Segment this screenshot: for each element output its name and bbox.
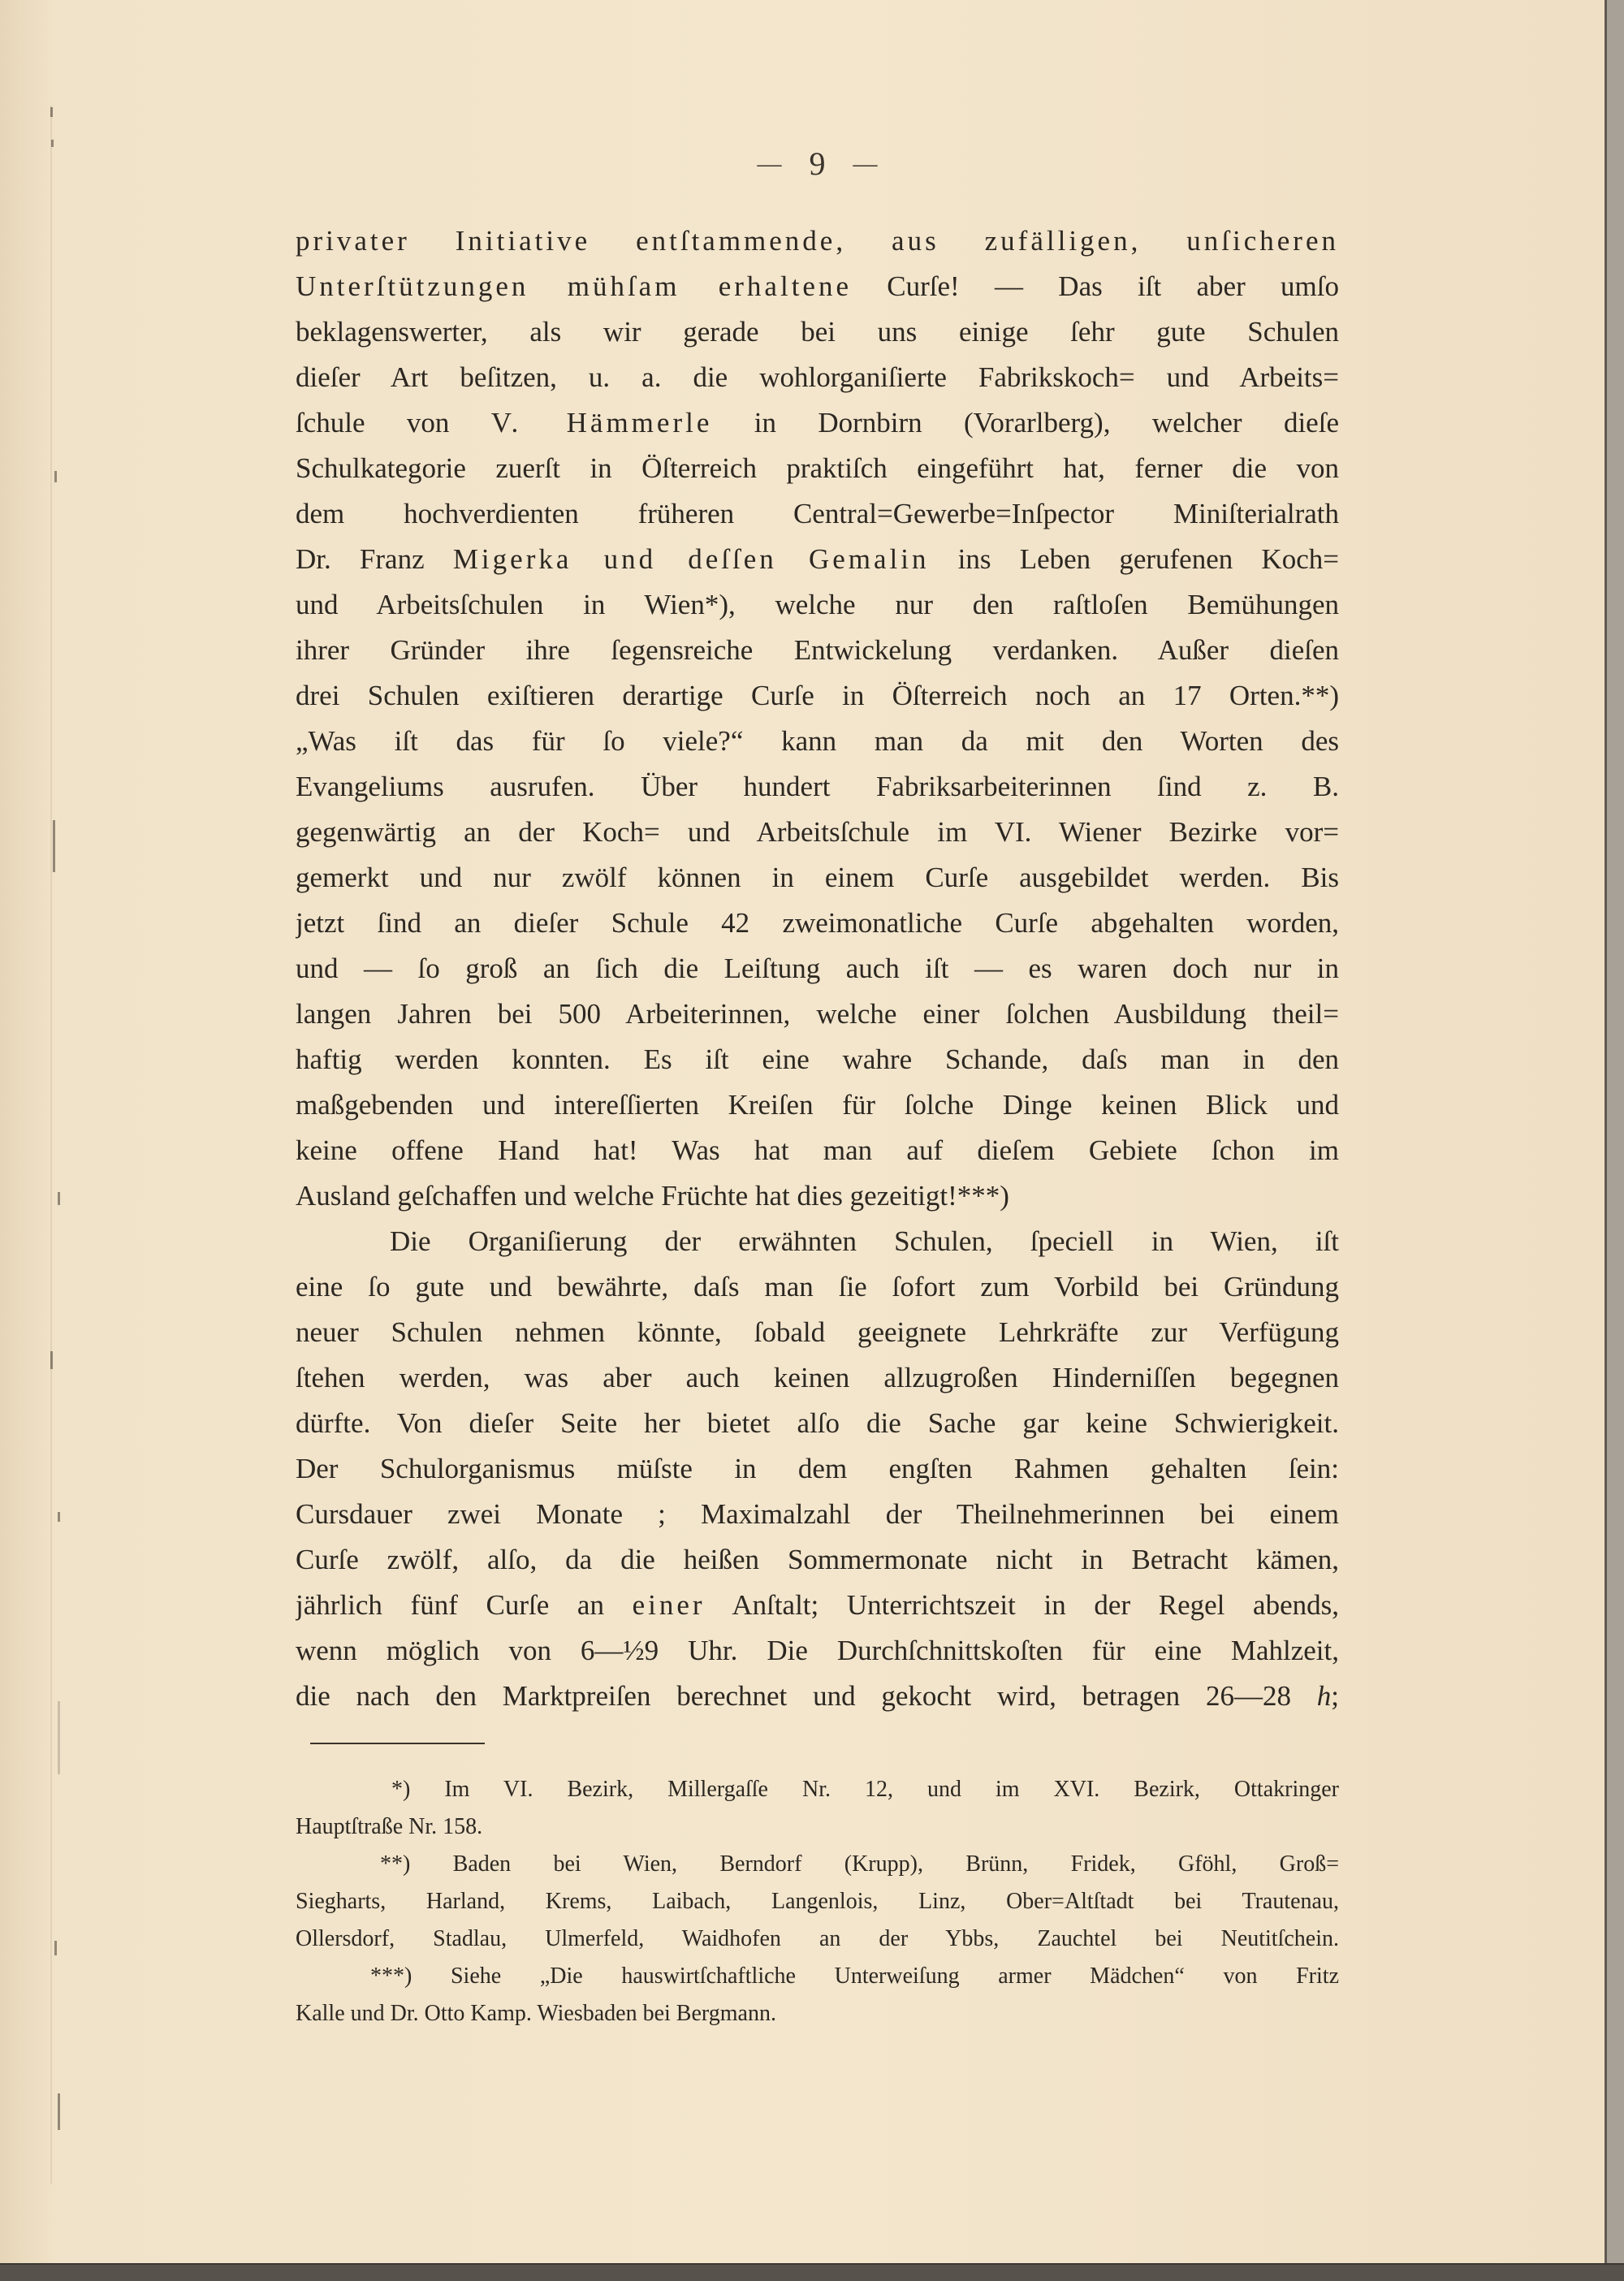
page-number: 9: [809, 145, 826, 182]
body-text: [296, 218, 1339, 1719]
text-line: Cursdauer zwei Monate ; Maximalzahl der Theilnehmerinnen bei einem: [296, 1498, 1339, 1530]
text-segment: jährlich fünf Curſe an: [296, 1589, 633, 1621]
text-segment: Anſtalt; Unterrichtszeit in der Regel abends,: [705, 1589, 1339, 1621]
header-dash-left: —: [757, 150, 782, 177]
spaced-text: Migerka und deſſen Gemalin: [452, 543, 930, 575]
text-line: Der Schulorganismus müſste in dem engſten Rahmen gehalten ſein:: [296, 1453, 1339, 1484]
text-line: maßgebenden und intereſſierten Kreiſen für ſolche Dinge keinen Blick und: [296, 1089, 1339, 1121]
binding-mark: [54, 1941, 57, 1955]
text-line: [296, 264, 1339, 309]
text-line: beklagenswerter, als wir gerade bei uns einige ſehr gute Schulen: [296, 316, 1339, 348]
binding-mark: [58, 1512, 60, 1522]
text-line: [296, 1674, 1339, 1719]
binding-mark: [58, 2093, 60, 2130]
spaced-text: einer: [632, 1589, 706, 1621]
text-line: jetzt ſind an dieſer Schule 42 zweimonatliche Curſe abgehalten worden,: [296, 907, 1339, 939]
text-segment: ;: [1331, 1680, 1339, 1712]
text-line: [296, 1583, 1339, 1628]
spaced-text: Unterſtützungen mühſam erhaltene: [296, 270, 852, 302]
text-segment: ins Leben gerufenen Koch=: [929, 543, 1339, 575]
header-dash-right: —: [853, 150, 878, 177]
footnote-line: Hauptſtraße Nr. 158.: [296, 1814, 483, 1839]
binding-mark: [54, 471, 57, 482]
text-line: eine ſo gute und bewährte, daſs man ſie ſofort zum Vorbild bei Gründung: [296, 1271, 1339, 1303]
footnote-line: Siegharts, Harland, Krems, Laibach, Langenlois, Linz, Ober=Altſtadt bei Trautenau,: [296, 1889, 1339, 1914]
text-line: dürfte. Von dieſer Seite her bietet alſo die Sache gar keine Schwierigkeit.: [296, 1407, 1339, 1439]
text-line: dieſer Art beſitzen, u. a. die wohlorganiſierte Fabrikskoch= und Arbeits=: [296, 361, 1339, 393]
binding-mark: [51, 140, 54, 147]
footnote-line: Kalle und Dr. Otto Kamp. Wiesbaden bei Bergmann.: [296, 2001, 776, 2026]
text-line: [296, 537, 1339, 582]
italic-unit: h: [1316, 1680, 1332, 1712]
text-line: privater Initiative entſtammende, aus zufälligen, unſicheren: [296, 225, 1339, 257]
footnote-separator: [310, 1743, 485, 1744]
text-line: keine offene Hand hat! Was hat man auf dieſem Gebiete ſchon im: [296, 1134, 1339, 1166]
text-line: und Arbeitsſchulen in Wien*), welche nur den raſtloſen Bemühungen: [296, 589, 1339, 620]
text-line: dem hochverdienten früheren Central=Gewerbe=Inſpector Miniſterialrath: [296, 498, 1339, 529]
text-line: „Was iſt das für ſo viele?“ kann man da mit den Worten des: [296, 725, 1339, 757]
footnotes: [296, 1771, 1339, 2033]
footnote-line: *) Im VI. Bezirk, Millergaſſe Nr. 12, und im XVI. Bezirk, Ottakringer: [391, 1777, 1339, 1802]
text-line: Curſe zwölf, alſo, da die heißen Sommermonate nicht in Betracht kämen,: [296, 1544, 1339, 1575]
text-line: und — ſo groß an ſich die Leiſtung auch iſt — es waren doch nur in: [296, 953, 1339, 984]
text-segment: Curſe! — Das iſt aber umſo: [851, 270, 1339, 302]
text-line: Schulkategorie zuerſt in Öſterreich praktiſch eingeführt hat, ferner die von: [296, 452, 1339, 484]
binding-mark: [58, 1192, 60, 1205]
footnote-line: Ollersdorf, Stadlau, Ulmerfeld, Waidhofen an der Ybbs, Zauchtel bei Neutitſchein.: [296, 1926, 1339, 1951]
text-segment: in Dornbirn (Vorarlberg), welcher dieſe: [712, 407, 1339, 438]
binding-mark: [50, 1351, 53, 1369]
scan-edge-bottom: [0, 2263, 1624, 2281]
binding-shadow: [50, 106, 52, 2184]
page-header: [296, 143, 1339, 185]
text-line: langen Jahren bei 500 Arbeiterinnen, welche einer ſolchen Ausbildung theil=: [296, 998, 1339, 1030]
text-line: haftig werden konnten. Es iſt eine wahre Schande, daſs man in den: [296, 1043, 1339, 1075]
text-line: drei Schulen exiſtieren derartige Curſe in Öſterreich noch an 17 Orten.**): [296, 680, 1339, 711]
footnote-line: ***) Siehe „Die hauswirtſchaftliche Unterweiſung armer Mädchen“ von Fritz: [370, 1963, 1339, 1989]
scan-edge-right: [1605, 0, 1624, 2281]
text-segment: Dr. Franz: [296, 543, 453, 575]
text-line: neuer Schulen nehmen könnte, ſobald geeignete Lehrkräfte zur Verfügung: [296, 1316, 1339, 1348]
text-line: wenn möglich von 6—½9 Uhr. Die Durchſchnittskoſten für eine Mahlzeit,: [296, 1635, 1339, 1666]
footnote-line: **) Baden bei Wien, Berndorf (Krupp), Brünn, Fridek, Gföhl, Groß=: [380, 1851, 1339, 1877]
text-line: ihrer Gründer ihre ſegensreiche Entwickelung verdanken. Außer dieſen: [296, 634, 1339, 666]
text-line: Ausland geſchaffen und welche Früchte hat dies gezeitigt!***): [296, 1180, 1009, 1212]
text-line: ſtehen werden, was aber auch keinen allzugroßen Hinderniſſen begegnen: [296, 1362, 1339, 1393]
text-line: gemerkt und nur zwölf können in einem Curſe ausgebildet werden. Bis: [296, 862, 1339, 893]
binding-mark: [53, 820, 55, 872]
text-line: [296, 400, 1339, 446]
text-segment: die nach den Marktpreiſen berechnet und gekocht wird, betragen 26—28: [296, 1680, 1317, 1712]
binding-mark: [50, 107, 53, 117]
text-line: Evangeliums ausrufen. Über hundert Fabriksarbeiterinnen ſind z. B.: [296, 771, 1339, 802]
text-segment: ſchule von: [296, 407, 491, 438]
binding-mark: [58, 1701, 60, 1774]
spaced-text: V. Hämmerle: [490, 407, 713, 438]
text-line: Die Organiſierung der erwähnten Schulen, ſpeciell in Wien, iſt: [390, 1225, 1339, 1257]
text-line: gegenwärtig an der Koch= und Arbeitsſchule im VI. Wiener Bezirke vor=: [296, 816, 1339, 848]
